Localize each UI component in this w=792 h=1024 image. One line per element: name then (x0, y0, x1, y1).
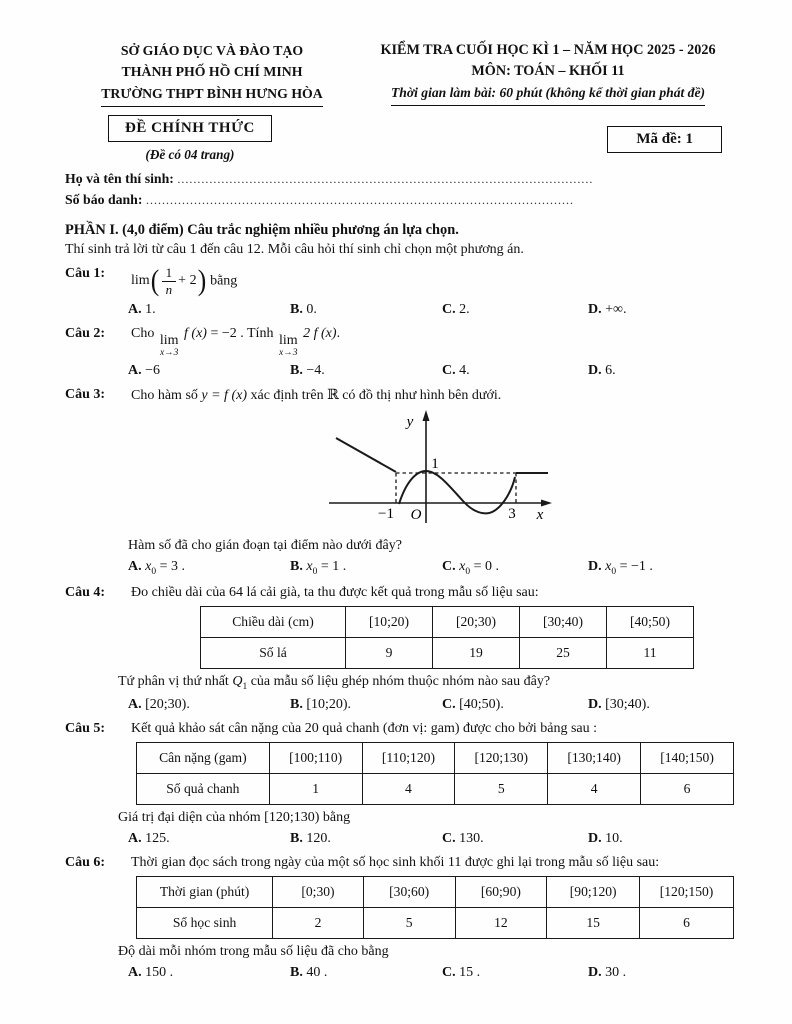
q6-interval-0: [0;30) (273, 876, 364, 907)
official-stack (108, 115, 272, 163)
q6-question: Độ dài mỗi nhóm trong mẫu số liệu đã cho bằng (118, 943, 389, 959)
q4-option-a: A. [20;30). (128, 696, 190, 712)
q6-row-label: Số học sinh (137, 907, 273, 938)
question-4 (65, 585, 734, 601)
q3-option-a: A. $x_0 = 3$ . (128, 559, 185, 577)
candidate-id-label: Số báo danh: (65, 191, 143, 207)
q4-interval-3: [40;50) (607, 606, 694, 637)
x-axis-label: x (536, 507, 544, 524)
q2-option-a: A. −6 (128, 363, 161, 379)
q4-count-0: 9 (346, 637, 433, 668)
candidate-id-dots: ........................................................................................................... (145, 192, 574, 207)
q6-interval-4: [120;150) (640, 876, 734, 907)
q4-count-3: 11 (607, 637, 694, 668)
school-name: TRƯỜNG THPT BÌNH HƯNG HÒA (101, 83, 323, 107)
q5-option-a: A. 125. (128, 830, 170, 846)
pages-note: (Đề có 04 trang) (145, 147, 235, 163)
q6-header-label: Thời gian (phút) (137, 876, 273, 907)
q6-option-b: B. 40 . (290, 964, 328, 980)
q4-option-c: C. [40;50). (442, 696, 504, 712)
q2-2fx: 2 f (x) (303, 325, 337, 341)
candidate-info (65, 169, 734, 210)
q5-row-label: Số quả chanh (137, 773, 270, 804)
question-6-options (128, 965, 734, 981)
question-4-options (128, 697, 734, 713)
q4-interval-2: [30;40) (520, 606, 607, 637)
candidate-name-line (65, 169, 734, 190)
question-2-body (131, 326, 734, 359)
q2-lim2: lim x→3 (278, 332, 298, 358)
q5-interval-3: [130;140) (548, 742, 641, 773)
q1-option-d: D. +∞. (588, 301, 627, 317)
q1-close-paren: ) (197, 264, 206, 298)
x-axis-arrow (541, 500, 552, 507)
q4-table-count-row (201, 637, 694, 668)
q4-count-1: 19 (433, 637, 520, 668)
question-3-options (128, 559, 734, 577)
q5-table-header-row (137, 742, 734, 773)
question-1 (65, 266, 734, 296)
q1-suffix: bằng (210, 273, 238, 289)
header-school-block (62, 40, 362, 107)
q4-table-header-row (201, 606, 694, 637)
tick-label-minus1: −1 (378, 506, 394, 523)
q3-question: Hàm số đã cho gián đoạn tại điểm nào dưới đây? (128, 538, 402, 554)
header-boxes-row (62, 115, 734, 163)
q5-option-d: D. 10. (588, 830, 623, 846)
q5-count-3: 4 (548, 773, 641, 804)
q6-interval-3: [90;120) (547, 876, 640, 907)
question-3-body (131, 387, 734, 404)
header (62, 40, 734, 107)
question-1-label: Câu 1: (65, 266, 106, 282)
question-6-intro: Thời gian đọc sách trong ngày của một số học sinh khối 11 được ghi lại trong mẫu số liệu sau: (131, 854, 660, 870)
question-6 (65, 855, 734, 871)
header-exam-block (362, 40, 734, 107)
question-2-label: Câu 2: (65, 325, 106, 341)
exam-duration-line (362, 83, 734, 106)
question-5-label: Câu 5: (65, 720, 106, 736)
q6-count-0: 2 (273, 907, 364, 938)
part1-subtitle: Thí sinh trả lời từ câu 1 đến câu 12. Mỗi câu hỏi thí sinh chỉ chọn một phương án. (65, 242, 524, 258)
q5-interval-0: [100;110) (269, 742, 362, 773)
question-5-intro: Kết quả khảo sát cân nặng của 20 quả chanh (đơn vị: gam) được cho bởi bảng sau : (131, 720, 597, 736)
department-line: SỞ GIÁO DỤC VÀ ĐÀO TẠO (120, 43, 304, 58)
exam-code-badge: Mã đề: 1 (607, 126, 722, 153)
exam-duration: Thời gian làm bài: 60 phút (không kể thời gian phát đề) (391, 83, 705, 106)
q2-fx: f (x) (184, 325, 207, 341)
q6-table-count-row (137, 907, 734, 938)
question-4-intro: Đo chiều dài của 64 lá cải già, ta thu được kết quả trong mẫu số liệu sau: (131, 584, 539, 600)
tick-label-1: 1 (431, 456, 439, 473)
q5-header-label: Cân nặng (gam) (137, 742, 270, 773)
q3-option-c: C. $x_0 = 0$ . (442, 559, 499, 577)
q4-row-label: Số lá (201, 637, 346, 668)
q6-table-header-row (137, 876, 734, 907)
question-6-label: Câu 6: (65, 854, 106, 870)
question-1-body (131, 266, 734, 296)
q3-option-d: D. $x_0 = -1$ . (588, 559, 653, 577)
q5-option-c: C. 130. (442, 830, 484, 846)
q6-count-2: 12 (455, 907, 547, 938)
q3-post: xác định trên ℝ có đồ thị như hình bên dưới. (250, 388, 502, 404)
q5-question: Giá trị đại diện của nhóm [120;130) bằng (118, 809, 351, 825)
q2-option-d: D. 6. (588, 363, 616, 379)
q6-interval-1: [30;60) (363, 876, 455, 907)
exam-subject: MÔN: TOÁN – KHỐI 11 (471, 63, 625, 80)
q5-table-count-row (137, 773, 734, 804)
question-3-label: Câu 3: (65, 387, 106, 403)
q6-option-c: C. 15 . (442, 964, 481, 980)
q1-fraction (162, 266, 177, 296)
q6-count-1: 5 (363, 907, 455, 938)
q4-option-d: D. [30;40). (588, 696, 650, 712)
q1-option-a: A. 1. (128, 301, 156, 317)
q5-count-1: 4 (362, 773, 455, 804)
q4-count-2: 25 (520, 637, 607, 668)
q3-pre: Cho hàm số (131, 388, 198, 404)
q4-question: Tứ phân vị thứ nhất $Q_1$ của mẫu số liệu ghép nhóm thuộc nhóm nào sau đây? (118, 673, 551, 692)
graph-left-ray (336, 438, 396, 472)
y-axis-label: y (406, 414, 414, 431)
q5-interval-1: [110;120) (362, 742, 455, 773)
q4-frequency-table (200, 606, 694, 669)
q1-formula (131, 266, 207, 296)
q1-option-c: C. 2. (442, 301, 470, 317)
question-5 (65, 721, 734, 737)
q4-interval-1: [20;30) (433, 606, 520, 637)
q2-eq: = −2 . (210, 325, 244, 341)
q1-open-paren: ( (150, 264, 159, 298)
q5-count-0: 1 (269, 773, 362, 804)
q4-option-b: B. [10;20). (290, 696, 352, 712)
school-line (62, 83, 362, 107)
q5-interval-2: [120;130) (455, 742, 548, 773)
q5-option-b: B. 120. (290, 830, 331, 846)
question-1-options (128, 302, 734, 318)
q3-option-b: B. $x_0 = 1$ . (290, 559, 347, 577)
q5-count-4: 6 (641, 773, 734, 804)
q1-plus-term: + 2 (178, 273, 197, 289)
exam-title: KIỂM TRA CUỐI HỌC KÌ 1 – NĂM HỌC 2025 - 2026 (380, 42, 716, 58)
q2-option-c: C. 4. (442, 363, 470, 379)
q4-interval-0: [10;20) (346, 606, 433, 637)
q6-interval-2: [60;90) (455, 876, 547, 907)
q2-option-b: B. −4. (290, 363, 325, 379)
q3-function-graph (314, 408, 556, 526)
q6-count-3: 15 (547, 907, 640, 938)
q2-tinh: Tính (247, 325, 274, 341)
q2-pre: Cho (131, 325, 155, 341)
y-axis-arrow (423, 410, 430, 421)
part1-title: PHẦN I. (4,0 điểm) Câu trắc nghiệm nhiều phương án lựa chọn. (65, 222, 459, 239)
q2-lim1: lim x→3 (159, 332, 179, 358)
origin-label: O (410, 507, 422, 524)
question-2-options (128, 363, 734, 379)
candidate-name-dots: ........................................................................................................ (177, 172, 594, 187)
q1-lim: lim (131, 273, 150, 289)
question-2 (65, 326, 734, 359)
question-4-label: Câu 4: (65, 584, 106, 600)
q5-count-2: 5 (455, 773, 548, 804)
q1-fraction-denominator: n (165, 281, 173, 297)
question-3 (65, 387, 734, 404)
q6-option-d: D. 30 . (588, 964, 627, 980)
q1-option-b: B. 0. (290, 301, 317, 317)
q4-header-label: Chiều dài (cm) (201, 606, 346, 637)
tick-label-3: 3 (508, 506, 516, 523)
q3-math: y = f (x) (201, 388, 247, 404)
q6-frequency-table (136, 876, 734, 939)
city-line: THÀNH PHỐ HỒ CHÍ MINH (121, 64, 303, 80)
q5-frequency-table (136, 742, 734, 805)
q2-end: . (336, 325, 341, 341)
q6-option-a: A. 150 . (128, 964, 174, 980)
question-5-options (128, 831, 734, 847)
official-exam-badge: ĐỀ CHÍNH THỨC (108, 115, 272, 142)
candidate-id-line (65, 190, 734, 211)
q6-count-4: 6 (640, 907, 734, 938)
candidate-name-label: Họ và tên thí sinh: (65, 171, 174, 187)
q1-fraction-numerator: 1 (162, 266, 177, 282)
q5-interval-4: [140;150) (641, 742, 734, 773)
